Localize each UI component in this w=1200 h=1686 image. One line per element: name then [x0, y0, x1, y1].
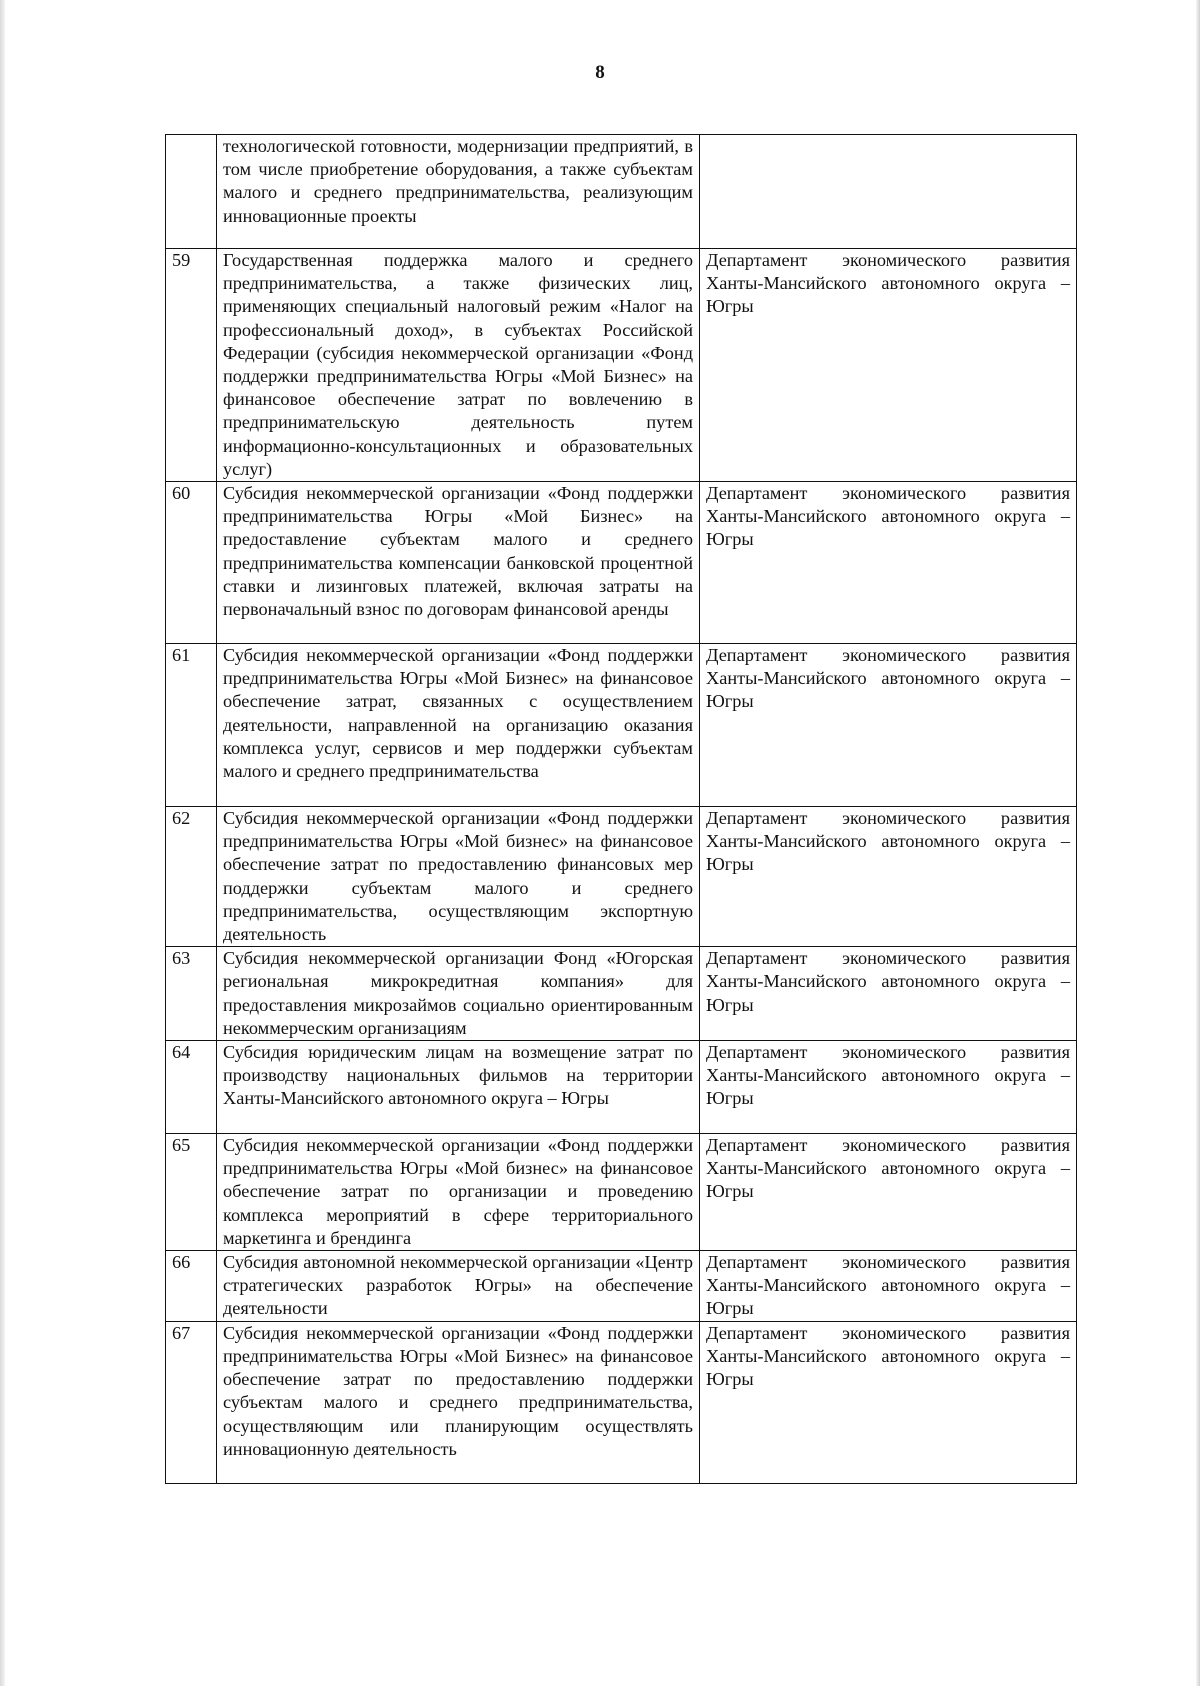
responsible-executor: Департамент экономического развития Ханты-Мансийского автономного округа – Югры: [700, 482, 1077, 644]
measure-description: Субсидия некоммерческой организации «Фонд поддержки предпринимательства Югры «Мой Бизнес» на финансовое обеспечение затрат, связанных с осуществлением деятельности, направленной на организацию оказания комплекса услуг, сервисов и мер поддержки субъектам малого и среднего предпринимательства: [217, 644, 700, 807]
measure-description: Субсидия некоммерческой организации «Фонд поддержки предпринимательства Югры «Мой Бизнес» на предоставление субъектам малого и среднего предпринимательства компенсации банковской процентной ставки и лизинговых платежей, включая затраты на первоначальный взнос по договорам финансовой аренды: [217, 482, 700, 644]
measure-description: Государственная поддержка малого и среднего предпринимательства, а также физических лиц, применяющих специальный налоговый режим «Налог на профессиональный доход», в субъектах Российской Федерации (субсидия некоммерческой организации «Фонд поддержки предпринимательства Югры «Мой Бизнес» на финансовое обеспечение затрат по вовлечению в предпринимательскую деятельность путем информационно-консультационных и образовательных услуг): [217, 249, 700, 482]
table-row: [166, 482, 1077, 644]
row-number: 61: [166, 644, 217, 807]
responsible-executor: Департамент экономического развития Ханты-Мансийского автономного округа – Югры: [700, 1251, 1077, 1322]
measure-description: технологической готовности, модернизации предприятий, в том числе приобретение оборудования, а также субъектам малого и среднего предпринимательства, реализующим инновационные проекты: [217, 135, 700, 249]
row-number: 65: [166, 1134, 217, 1251]
table-row: [166, 1251, 1077, 1322]
table-row: [166, 249, 1077, 482]
row-number: [166, 135, 217, 249]
table-row: [166, 1321, 1077, 1483]
measure-description: Субсидия некоммерческой организации «Фонд поддержки предпринимательства Югры «Мой бизнес» на финансовое обеспечение затрат по предоставлению финансовых мер поддержки субъектам малого и среднего предпринимательства, осуществляющим экспортную деятельность: [217, 807, 700, 947]
scan-edge-right: [1196, 0, 1200, 1686]
responsible-executor: Департамент экономического развития Ханты-Мансийского автономного округа – Югры: [700, 249, 1077, 482]
responsible-executor: [700, 135, 1077, 249]
responsible-executor: Департамент экономического развития Ханты-Мансийского автономного округа – Югры: [700, 1321, 1077, 1483]
table-row: [166, 135, 1077, 249]
table-row: [166, 1134, 1077, 1251]
responsible-executor: Департамент экономического развития Ханты-Мансийского автономного округа – Югры: [700, 644, 1077, 807]
responsible-executor: Департамент экономического развития Ханты-Мансийского автономного округа – Югры: [700, 947, 1077, 1041]
table-row: [166, 644, 1077, 807]
responsible-executor: Департамент экономического развития Ханты-Мансийского автономного округа – Югры: [700, 807, 1077, 947]
table-row: [166, 1041, 1077, 1134]
responsible-executor: Департамент экономического развития Ханты-Мансийского автономного округа – Югры: [700, 1134, 1077, 1251]
row-number: 62: [166, 807, 217, 947]
row-number: 66: [166, 1251, 217, 1322]
responsible-executor: Департамент экономического развития Ханты-Мансийского автономного округа – Югры: [700, 1041, 1077, 1134]
row-number: 63: [166, 947, 217, 1041]
table-row: [166, 807, 1077, 947]
row-number: 64: [166, 1041, 217, 1134]
measure-description: Субсидия автономной некоммерческой организации «Центр стратегических разработок Югры» на обеспечение деятельности: [217, 1251, 700, 1322]
measure-description: Субсидия некоммерческой организации Фонд «Югорская региональная микрокредитная компания» для предоставления микрозаймов социально ориентированным некоммерческим организациям: [217, 947, 700, 1041]
measures-table: [165, 134, 1077, 1484]
row-number: 60: [166, 482, 217, 644]
measure-description: Субсидия юридическим лицам на возмещение затрат по производству национальных фильмов на территории Ханты-Мансийского автономного округа – Югры: [217, 1041, 700, 1134]
row-number: 67: [166, 1321, 217, 1483]
scan-edge-left: [0, 0, 5, 1686]
measure-description: Субсидия некоммерческой организации «Фонд поддержки предпринимательства Югры «Мой бизнес» на финансовое обеспечение затрат по организации и проведению комплекса мероприятий в сфере территориального маркетинга и брендинга: [217, 1134, 700, 1251]
row-number: 59: [166, 249, 217, 482]
page-number: 8: [595, 62, 605, 83]
measure-description: Субсидия некоммерческой организации «Фонд поддержки предпринимательства Югры «Мой Бизнес» на финансовое обеспечение затрат по предоставлению поддержки субъектам малого и среднего предпринимательства, осуществляющим или планирующим осуществлять инновационную деятельность: [217, 1321, 700, 1483]
table-row: [166, 947, 1077, 1041]
